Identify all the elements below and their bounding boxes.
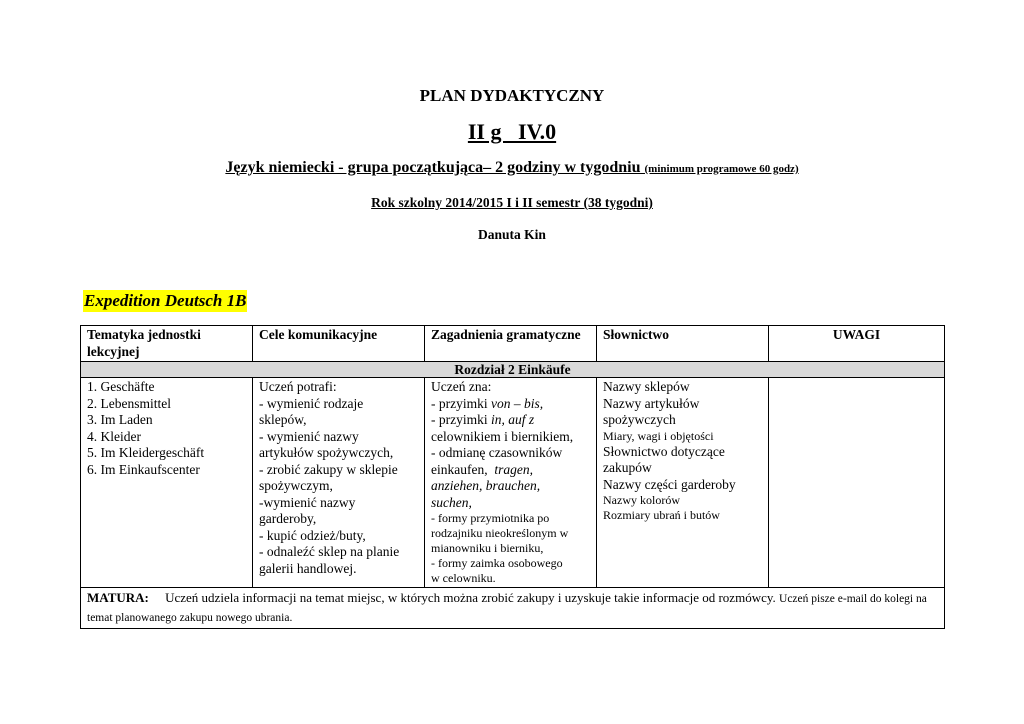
list-item: 5. Im Kleidergeschäft [87,445,205,460]
header-grammar: Zagadnienia gramatyczne [425,326,597,362]
header-vocabulary: Słownictwo [597,326,769,362]
list-item: mianowniku i bierniku, [431,541,544,555]
list-item: einkaufen, tragen, [431,461,533,477]
header-notes: UWAGI [769,326,945,362]
header-topics: Tematyka jednostki lekcyjnej [81,326,253,362]
grammar-intro: Uczeń zna: [431,379,492,394]
matura-text: Uczeń udziela informacji na temat miejsc, w których można zrobić zakupy i uzyskuje takie informacje od rozmówcy. [165,590,776,605]
goals-cell [253,378,425,588]
list-item: rodzajniku nieokreślonym w [431,526,569,540]
list-item: - formy przymiotnika po [431,511,550,525]
topics-cell [81,378,253,588]
list-item: anziehen, brauchen, [431,478,541,493]
matura-text-small: Uczeń pisze e-mail do kolegi na temat planowanego zakupu nowego ubrania. [87,593,927,624]
vocabulary-cell [597,378,769,588]
table-row [81,378,945,588]
table-header-row [81,326,945,362]
list-item: - formy zaimka osobowego [431,556,563,570]
list-item: - odnaleźć sklep na planie [259,544,400,559]
subject-line [0,159,1024,177]
list-item: Uczeń potrafi: [259,379,337,394]
list-item: sklepów, [259,412,307,427]
school-year: Rok szkolny 2014/2015 I i II semestr (38 tygodni) [371,195,653,210]
list-item: 2. Lebensmittel [87,395,171,411]
list-item: Nazwy kolorów [603,493,680,507]
list-item: Nazwy artykułów [603,395,700,411]
subject-note: (minimum programowe 60 godz) [644,163,799,175]
list-item: - przyimki von – bis, [431,395,544,411]
list-item: w celowniku. [431,571,496,585]
class-label: II g IV.0 [467,119,557,144]
list-item: 6. Im Einkaufscenter [87,461,200,477]
header-goals: Cele komunikacyjne [253,326,425,362]
notes-cell [769,378,945,588]
list-item: galerii handlowej. [259,560,357,576]
matura-label: MATURA: [87,590,149,605]
matura-cell [81,588,945,629]
list-item: - wymienić nazwy [259,428,359,444]
list-item: -wymienić nazwy [259,494,356,510]
list-item: Słownictwo dotyczące [603,443,725,459]
list-item: - wymienić rodzaje [259,395,364,411]
list-item: garderoby, [259,511,317,526]
subject-main: Język niemiecki - grupa początkująca– 2 godziny w tygodniu [225,159,641,176]
matura-row [81,588,945,629]
textbook-title: Expedition Deutsch 1B [84,291,247,310]
list-item: Rozmiary ubrań i butów [603,508,720,522]
document-title: PLAN DYDAKTYCZNY [419,86,605,105]
teacher-name: Danuta Kin [478,227,546,242]
list-item: Miary, wagi i objętości [603,428,714,443]
grammar-cell [425,378,597,588]
list-item: spożywczym, [259,478,333,493]
chapter-row [81,362,945,378]
list-item: spożywczych [603,412,676,427]
plan-table [80,325,945,629]
list-item: artykułów spożywczych, [259,445,394,460]
list-item: - zrobić zakupy w sklepie [259,461,398,477]
list-item: - odmianę czasowników [431,445,563,460]
list-item: - przyimki in, auf z [431,412,535,427]
chapter-title: Rozdział 2 Einkäufe [81,362,945,378]
list-item: zakupów [603,460,652,475]
list-item: suchen, [431,494,472,510]
list-item: 4. Kleider [87,428,141,444]
list-item: 1. Geschäfte [87,379,155,394]
list-item: 3. Im Laden [87,412,153,427]
list-item: Nazwy sklepów [603,379,690,394]
list-item: Nazwy części garderoby [603,476,736,492]
list-item: celownikiem i biernikiem, [431,428,574,444]
list-item: - kupić odzież/buty, [259,527,366,543]
